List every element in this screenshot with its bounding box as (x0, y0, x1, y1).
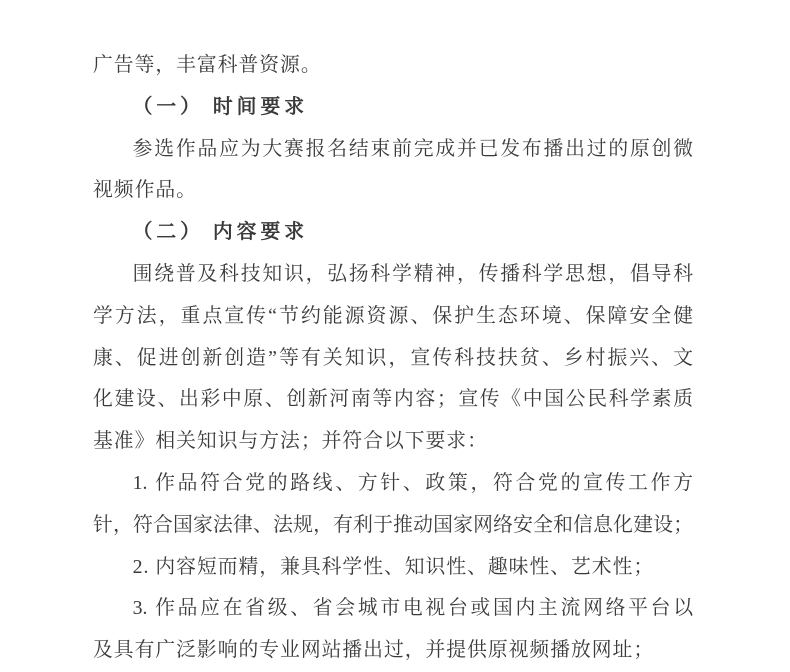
text-line: 康、促进创新创造”等有关知识，宣传科技扶贫、乡村振兴、文 (93, 346, 693, 369)
text-line: 基准》相关知识与方法；并符合以下要求： (93, 430, 488, 453)
text-line: 及具有广泛影响的专业网站播出过，并提供原视频播放网址； (93, 639, 655, 662)
text-line: 学方法，重点宣传“节约能源资源、保护生态环境、保障安全健 (93, 304, 693, 327)
text-line: 针，符合国家法律、法规，有利于推动国家网络安全和信息化建设； (93, 513, 693, 536)
heading-line: （二） 内容要求 (132, 221, 309, 244)
text-line: 广告等，丰富科普资源。 (93, 54, 322, 76)
text-line: 3. 作品应在省级、省会城市电视台或国内主流网络平台以 (132, 597, 693, 620)
heading-line: （一） 时间要求 (132, 95, 309, 118)
text-line: 参选作品应为大赛报名结束前完成并已发布播出过的原创微 (132, 137, 693, 160)
text-line: 化建设、出彩中原、创新河南等内容；宣传《中国公民科学素质 (93, 388, 693, 411)
text-line: 视频作品。 (93, 179, 197, 202)
document-text-block (93, 45, 693, 672)
text-line: 2. 内容短而精，兼具科学性、知识性、趣味性、艺术性； (132, 555, 655, 578)
text-line: 1. 作品符合党的路线、方针、政策，符合党的宣传工作方 (132, 471, 693, 494)
text-line: 围绕普及科技知识，弘扬科学精神，传播科学思想，倡导科 (132, 262, 693, 285)
